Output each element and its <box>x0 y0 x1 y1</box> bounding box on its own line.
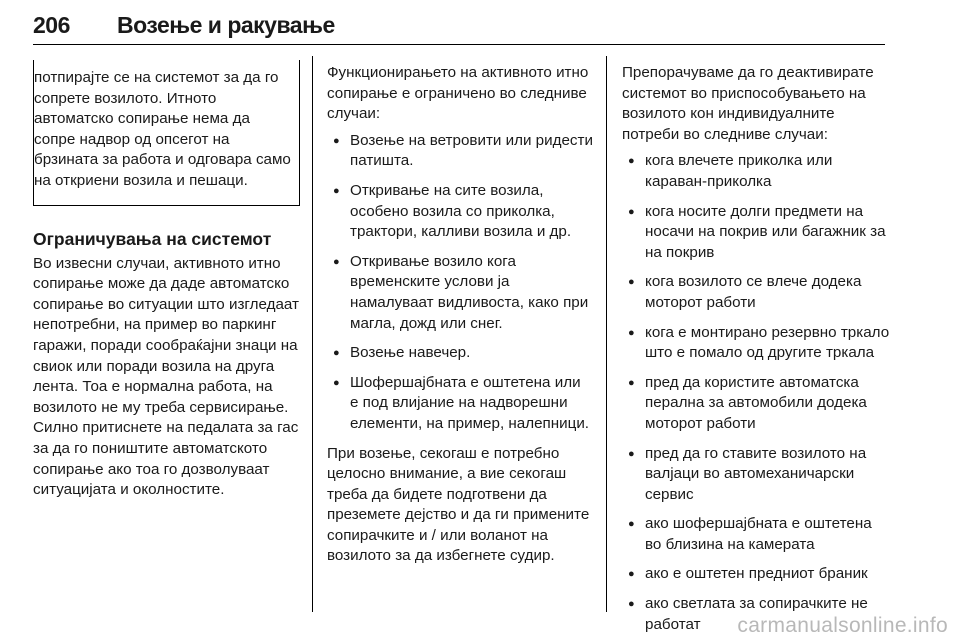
list-item: ● Шофершајбната е оштетена или е под влијание на надворешни елементи, на пример, налепници. <box>327 373 593 435</box>
page-header <box>33 10 885 45</box>
list-item: ● Откривање возило кога временските услови ја намалуваат видливоста, како при магла, дожд или снег. <box>327 252 593 334</box>
list-item: ● пред да го ставите возилото на валјаци во автомеханичарски сервис <box>622 444 892 506</box>
column-middle <box>327 63 593 567</box>
list-item: ● кога влечете приколка или караван-приколка <box>622 151 892 192</box>
list-item: ● пред да користите автоматска перална за автомобили додека моторот работи <box>622 373 892 435</box>
column-left <box>33 63 300 501</box>
chapter-title: Возење и ракување <box>117 12 335 38</box>
list-item: ● Откривање на сите возила, особено возила со приколка, трактори, калливи возила и др. <box>327 181 593 243</box>
notice-text: потпирајте се на системот за да го сопрете возилото. Итното автоматско сопирање нема да сопре надвор од опсегот на брзината за работа и одговара само на откриени возила и пешаци. <box>34 69 291 189</box>
list-item: ● кога е монтирано резервно тркало што е помало од другите тркала <box>622 323 892 364</box>
list-item: ● Возење на ветровити или ридести патишта. <box>327 131 593 172</box>
list-item: ● ако е оштетен предниот браник <box>622 564 892 585</box>
intro-text: Препорачуваме да го деактивирате системот во приспособувањето на возилото кон индивидуалните потреби во следниве случаи: <box>622 64 874 143</box>
list-item: ● кога возилото се влече додека моторот работи <box>622 272 892 313</box>
list-item: ● ако шофершајбната е оштетена во близина на камерата <box>622 514 892 555</box>
list-item: ● кога носите долги предмети на носачи на покрив или багажник за на покрив <box>622 202 892 264</box>
intro-text: Функционирањето на активното итно сопирање е ограничено во следниве случаи: <box>327 64 589 123</box>
column-divider <box>312 56 313 612</box>
outro-text: При возење, секогаш е потребно целосно внимание, а вие секогаш треба да бидете подготвени да преземете дејство и да ги примените сопирачките и / или воланот на возилото за да избегнете судир. <box>327 444 590 565</box>
list-item: ● ако светлата за сопирачките не работат <box>622 594 892 635</box>
deactivation-list <box>622 151 892 635</box>
section-body: Во извесни случаи, активното итно сопирање може да даде автоматско сопирање во ситуации што изгледаат непотребни, на пример во паркинг гаражи, поради сообраќајни знаци на свиок или поради возила на друга лента. Тоа е нормална работа, на возилото не му треба сервисирање. Силно притиснете на педалата за гас за да го поништите автоматското сопирање ако тоа го дозволуваат ситуацијата и околностите. <box>33 254 299 499</box>
section-title: Ограничувања на системот <box>33 229 272 249</box>
watermark: carmanualsonline.info <box>737 614 948 637</box>
notice-box <box>33 60 300 206</box>
list-item: ● Возење навечер. <box>327 343 593 364</box>
page-number: 206 <box>33 12 70 38</box>
column-right <box>622 63 892 644</box>
column-divider <box>606 56 607 612</box>
limitations-list <box>327 131 593 435</box>
